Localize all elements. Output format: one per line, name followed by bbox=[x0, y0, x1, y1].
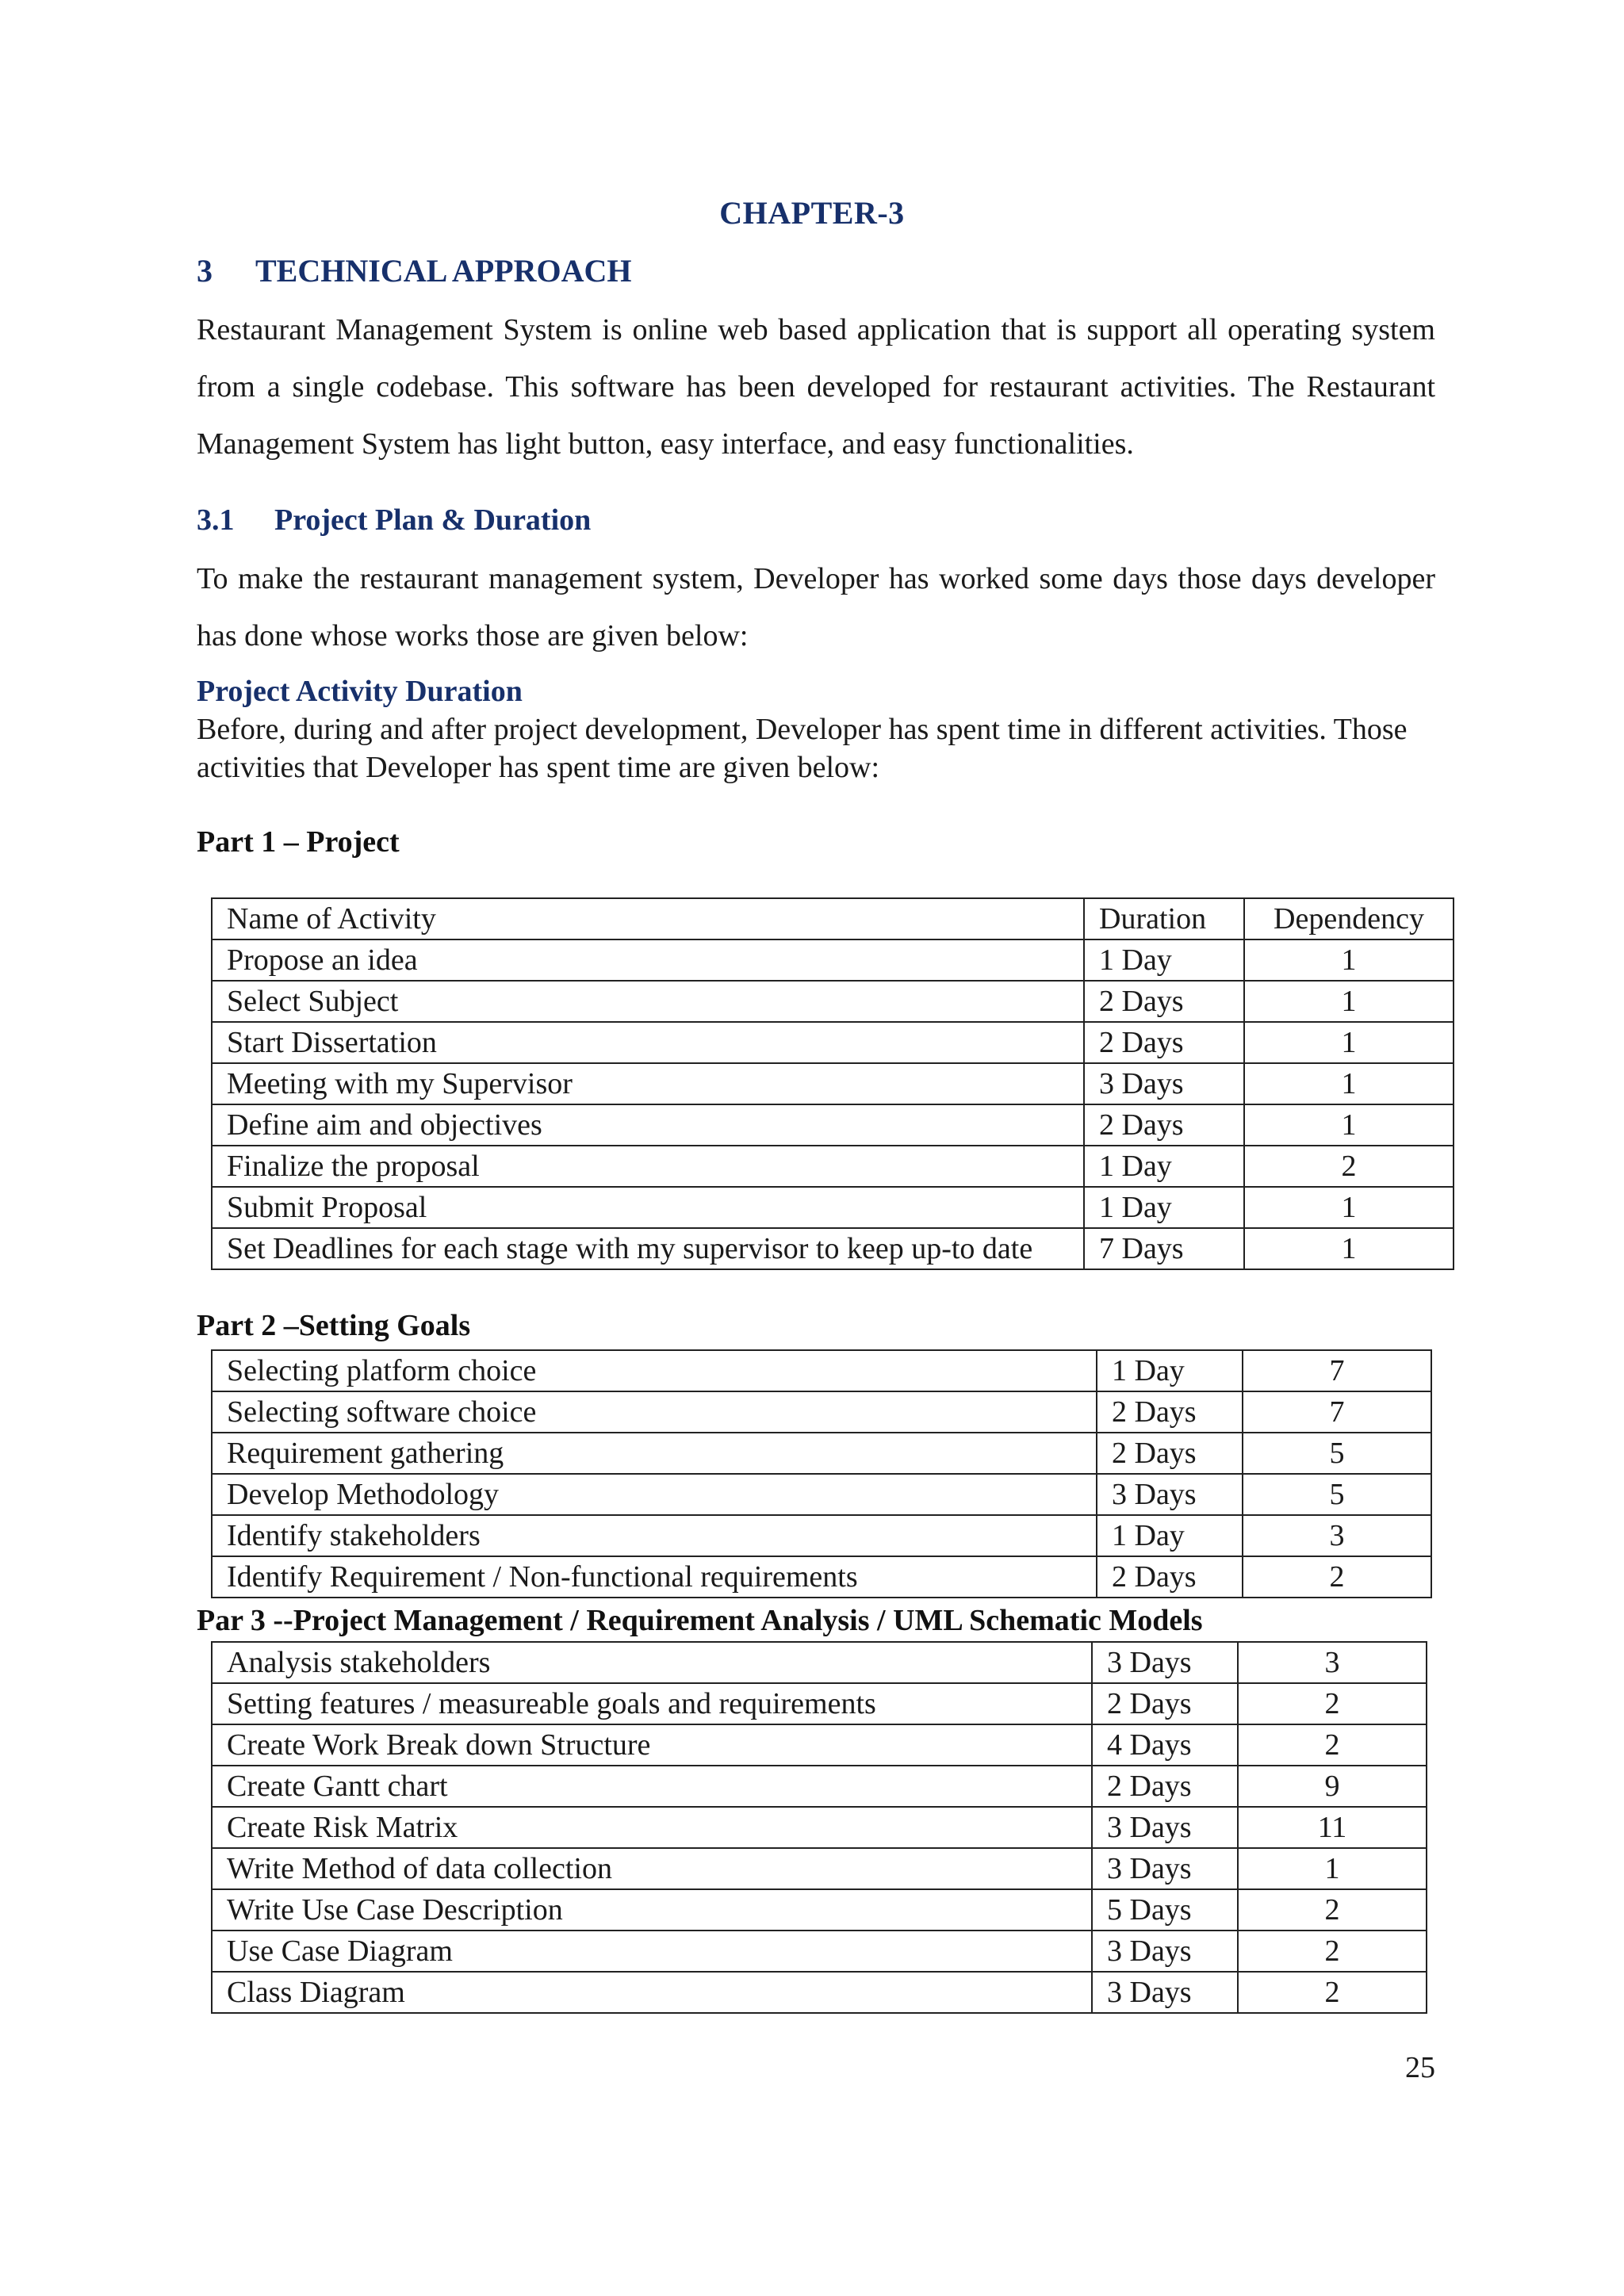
dependency-cell: 7 bbox=[1243, 1391, 1431, 1433]
part3-table bbox=[211, 1641, 1427, 2014]
duration-cell: 2 Days bbox=[1097, 1556, 1243, 1598]
duration-cell: 5 Days bbox=[1092, 1889, 1238, 1931]
table-row bbox=[212, 1391, 1431, 1433]
part1-table bbox=[211, 897, 1454, 1270]
activity-name-cell: Use Case Diagram bbox=[212, 1931, 1092, 1972]
dependency-cell: 5 bbox=[1243, 1474, 1431, 1515]
duration-cell: 3 Days bbox=[1097, 1474, 1243, 1515]
duration-cell: 2 Days bbox=[1084, 1104, 1244, 1146]
page-number: 25 bbox=[1405, 2051, 1435, 2084]
activity-name-cell: Meeting with my Supervisor bbox=[212, 1063, 1084, 1104]
table-header-row bbox=[212, 898, 1454, 939]
subsection-title: Project Plan & Duration bbox=[274, 503, 592, 537]
dependency-cell: 9 bbox=[1238, 1766, 1427, 1807]
activity-name-cell: Identify stakeholders bbox=[212, 1515, 1097, 1556]
duration-cell: 1 Day bbox=[1097, 1515, 1243, 1556]
table-row bbox=[212, 1022, 1454, 1063]
duration-cell: 1 Day bbox=[1097, 1350, 1243, 1391]
table-row bbox=[212, 1848, 1427, 1889]
table-row bbox=[212, 1972, 1427, 2013]
duration-cell: 2 Days bbox=[1097, 1433, 1243, 1474]
table-row bbox=[212, 1683, 1427, 1724]
duration-cell: 1 Day bbox=[1084, 1146, 1244, 1187]
table-row bbox=[212, 1515, 1431, 1556]
chapter-title: CHAPTER-3 bbox=[719, 195, 905, 231]
dependency-cell: 2 bbox=[1238, 1724, 1427, 1766]
table-row bbox=[212, 981, 1454, 1022]
header-dependency: Dependency bbox=[1244, 898, 1454, 939]
activity-name-cell: Develop Methodology bbox=[212, 1474, 1097, 1515]
duration-cell: 2 Days bbox=[1084, 1022, 1244, 1063]
dependency-cell: 1 bbox=[1244, 1063, 1454, 1104]
dependency-cell: 3 bbox=[1238, 1642, 1427, 1683]
dependency-cell: 2 bbox=[1238, 1972, 1427, 2013]
duration-cell: 3 Days bbox=[1092, 1807, 1238, 1848]
activity-name-cell: Create Risk Matrix bbox=[212, 1807, 1092, 1848]
activity-name-cell: Requirement gathering bbox=[212, 1433, 1097, 1474]
duration-cell: 7 Days bbox=[1084, 1228, 1244, 1269]
part2-table bbox=[211, 1349, 1432, 1598]
table-row bbox=[212, 1350, 1431, 1391]
dependency-cell: 1 bbox=[1244, 939, 1454, 981]
table-row bbox=[212, 1642, 1427, 1683]
part2-label: Part 2 –Setting Goals bbox=[197, 1309, 471, 1342]
table-row bbox=[212, 1931, 1427, 1972]
table-row bbox=[212, 1104, 1454, 1146]
dependency-cell: 2 bbox=[1238, 1931, 1427, 1972]
duration-cell: 3 Days bbox=[1092, 1972, 1238, 2013]
activity-name-cell: Create Work Break down Structure bbox=[212, 1724, 1092, 1766]
table-row bbox=[212, 1889, 1427, 1931]
duration-cell: 3 Days bbox=[1092, 1848, 1238, 1889]
table-row bbox=[212, 1766, 1427, 1807]
dependency-cell: 2 bbox=[1243, 1556, 1431, 1598]
duration-cell: 3 Days bbox=[1092, 1642, 1238, 1683]
table-row bbox=[212, 1433, 1431, 1474]
dependency-cell: 1 bbox=[1238, 1848, 1427, 1889]
dependency-cell: 2 bbox=[1238, 1889, 1427, 1931]
activity-name-cell: Submit Proposal bbox=[212, 1187, 1084, 1228]
duration-cell: 1 Day bbox=[1084, 939, 1244, 981]
table-row bbox=[212, 1063, 1454, 1104]
dependency-cell: 1 bbox=[1244, 1187, 1454, 1228]
activity-paragraph: Before, during and after project development, Developer has spent time in different activities. Those activities that Developer has spent time are given below: bbox=[197, 713, 1408, 784]
activity-name-cell: Start Dissertation bbox=[212, 1022, 1084, 1063]
table-row bbox=[212, 1474, 1431, 1515]
dependency-cell: 1 bbox=[1244, 1104, 1454, 1146]
table-row bbox=[212, 1724, 1427, 1766]
activity-name-cell: Analysis stakeholders bbox=[212, 1642, 1092, 1683]
activity-name-cell: Selecting software choice bbox=[212, 1391, 1097, 1433]
duration-cell: 4 Days bbox=[1092, 1724, 1238, 1766]
header-duration: Duration bbox=[1084, 898, 1244, 939]
activity-name-cell: Set Deadlines for each stage with my supervisor to keep up-to date bbox=[212, 1228, 1084, 1269]
part1-label: Part 1 – Project bbox=[197, 825, 400, 859]
header-name: Name of Activity bbox=[212, 898, 1084, 939]
dependency-cell: 3 bbox=[1243, 1515, 1431, 1556]
table-row bbox=[212, 1807, 1427, 1848]
activity-heading: Project Activity Duration bbox=[197, 675, 523, 708]
duration-cell: 2 Days bbox=[1092, 1766, 1238, 1807]
activity-name-cell: Finalize the proposal bbox=[212, 1146, 1084, 1187]
activity-name-cell: Write Method of data collection bbox=[212, 1848, 1092, 1889]
duration-cell: 2 Days bbox=[1097, 1391, 1243, 1433]
part2-table-body bbox=[212, 1350, 1431, 1598]
table-row bbox=[212, 1146, 1454, 1187]
dependency-cell: 1 bbox=[1244, 1022, 1454, 1063]
activity-name-cell: Selecting platform choice bbox=[212, 1350, 1097, 1391]
activity-name-cell: Setting features / measureable goals and requirements bbox=[212, 1683, 1092, 1724]
plan-paragraph: To make the restaurant management system, Developer has worked some days those days developer has done whose works those are given below: bbox=[197, 562, 1435, 652]
dependency-cell: 11 bbox=[1238, 1807, 1427, 1848]
dependency-cell: 7 bbox=[1243, 1350, 1431, 1391]
duration-cell: 3 Days bbox=[1084, 1063, 1244, 1104]
part1-table-body bbox=[212, 898, 1454, 1269]
subsection-heading bbox=[197, 503, 591, 538]
activity-name-cell: Write Use Case Description bbox=[212, 1889, 1092, 1931]
dependency-cell: 2 bbox=[1238, 1683, 1427, 1724]
table-row bbox=[212, 1187, 1454, 1228]
table-row bbox=[212, 1228, 1454, 1269]
part3-label: Par 3 --Project Management / Requirement Analysis / UML Schematic Models bbox=[197, 1604, 1203, 1637]
activity-name-cell: Class Diagram bbox=[212, 1972, 1092, 2013]
table-row bbox=[212, 1556, 1431, 1598]
dependency-cell: 2 bbox=[1244, 1146, 1454, 1187]
activity-name-cell: Select Subject bbox=[212, 981, 1084, 1022]
activity-name-cell: Define aim and objectives bbox=[212, 1104, 1084, 1146]
section-title: TECHNICAL APPROACH bbox=[255, 253, 632, 289]
section-number: 3 bbox=[197, 253, 213, 289]
table-row bbox=[212, 939, 1454, 981]
duration-cell: 2 Days bbox=[1092, 1683, 1238, 1724]
dependency-cell: 5 bbox=[1243, 1433, 1431, 1474]
duration-cell: 1 Day bbox=[1084, 1187, 1244, 1228]
duration-cell: 2 Days bbox=[1084, 981, 1244, 1022]
dependency-cell: 1 bbox=[1244, 1228, 1454, 1269]
subsection-number: 3.1 bbox=[197, 503, 235, 537]
section-heading bbox=[197, 252, 632, 289]
activity-name-cell: Create Gantt chart bbox=[212, 1766, 1092, 1807]
part3-table-body bbox=[212, 1642, 1427, 2013]
duration-cell: 3 Days bbox=[1092, 1931, 1238, 1972]
dependency-cell: 1 bbox=[1244, 981, 1454, 1022]
activity-name-cell: Propose an idea bbox=[212, 939, 1084, 981]
intro-paragraph: Restaurant Management System is online web based application that is support all operating system from a single codebase. This software has been developed for restaurant activities. The Restaurant Management System has light button, easy interface, and easy functionalities. bbox=[197, 313, 1435, 461]
activity-name-cell: Identify Requirement / Non-functional requirements bbox=[212, 1556, 1097, 1598]
